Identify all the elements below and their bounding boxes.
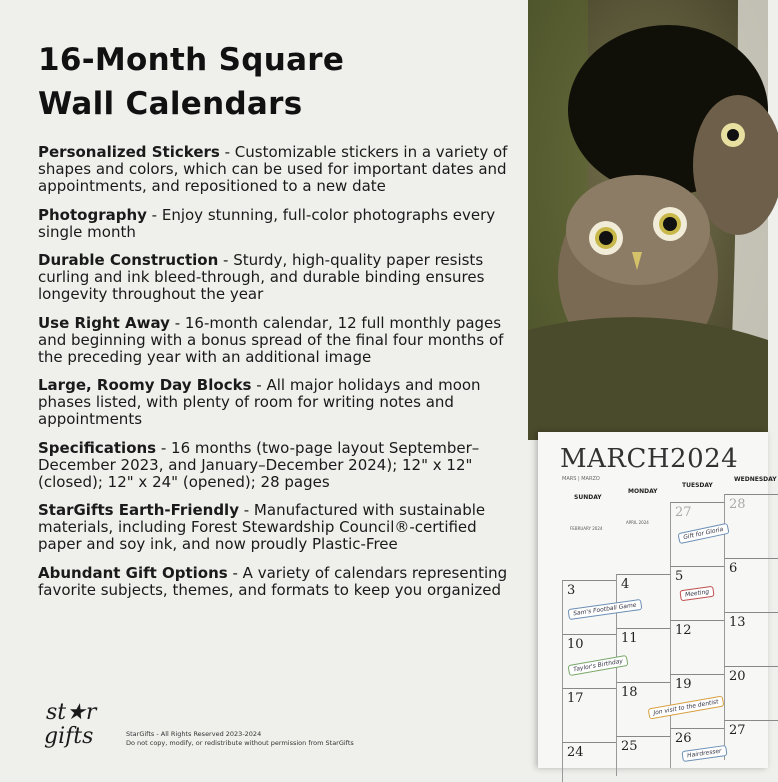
feature-item: [38, 565, 508, 599]
day-cell-13: 13: [724, 612, 778, 666]
owl-front-pupil-left: [599, 231, 613, 245]
day-cell-12: 12: [670, 620, 724, 674]
feature-item: [38, 502, 508, 553]
day-cell-26: 26: [670, 728, 724, 768]
day-cell-28-prev: 28: [724, 494, 778, 558]
calendar-month: MARCH: [560, 444, 671, 474]
feature-heading: Abundant Gift Options: [38, 563, 228, 582]
day-header-tuesday: TUESDAY: [682, 482, 713, 489]
feature-item: [38, 252, 508, 303]
day-cell-5: 5: [670, 566, 724, 620]
feature-text: - Sturdy, high-quality paper resists curling and ink bleed-through, and durable binding ensures longevity throughout the year: [38, 251, 485, 303]
day-cell-20: 20: [724, 666, 778, 720]
feature-heading: Specifications: [38, 438, 157, 457]
title-line-2: Wall Calendars: [38, 86, 303, 122]
copyright-notice: [126, 730, 354, 748]
copyright-line-1: StarGifts - All Rights Reserved 2023-2024: [126, 730, 262, 738]
feature-item: [38, 144, 508, 195]
owl-photo: [528, 0, 768, 440]
feature-text: - All major holidays and moon phases listed, with plenty of room for writing notes and appointments: [38, 376, 481, 428]
feature-item: [38, 315, 508, 366]
feature-text: - 16-month calendar, 12 full monthly pages and beginning with a bonus spread of the final four months of the preceding year with an additional image: [38, 313, 504, 366]
feature-text: - 16 months (two-page layout September–December 2023, and January–December 2024); 12" x 12" (closed); 12" x 24" (opened); 28 pages: [38, 438, 480, 491]
owl-illustration: [528, 0, 768, 440]
feature-heading: Use Right Away: [38, 313, 170, 332]
day-cell-10: 10: [562, 634, 616, 688]
sticker-meeting: Meeting: [679, 586, 714, 602]
day-cell-27: 27: [724, 720, 778, 760]
feature-heading: Large, Roomy Day Blocks: [38, 376, 252, 394]
day-header-wednesday: WEDNESDAY: [734, 476, 777, 483]
feature-heading: Durable Construction: [38, 251, 219, 269]
owl-front-pupil-right: [663, 217, 677, 231]
stargifts-logo: [40, 700, 112, 760]
title-line-1: 16-Month Square: [38, 42, 345, 78]
feature-heading: Photography: [38, 205, 147, 224]
day-header-sunday: SUNDAY: [574, 494, 602, 501]
march-calendar-page: [538, 432, 777, 768]
calendar-month-translation: MARS | MARZO: [562, 476, 600, 482]
day-cell-27-prev: 27: [670, 502, 724, 566]
product-description: [38, 38, 508, 610]
mini-calendar-april: APRIL 2024: [626, 520, 649, 525]
page-title: [38, 38, 508, 126]
feature-heading: Personalized Stickers: [38, 143, 220, 161]
logo-line-2: gifts: [44, 724, 94, 749]
feature-text: - Manufactured with sustainable materials, including Forest Stewardship Council®-certified paper and soy ink, and now proudly Plastic-Free: [38, 501, 486, 553]
day-cell-17: 17: [562, 688, 616, 742]
owl-back-pupil: [727, 129, 739, 141]
day-header-monday: MONDAY: [628, 488, 658, 495]
feature-item: [38, 377, 508, 428]
day-cell-6: 6: [724, 558, 778, 612]
feature-text: - Customizable stickers in a variety of shapes and colors, which can be used for important dates and appointments, and repositioned to a new date: [38, 143, 508, 195]
day-cell-4: 4: [616, 574, 670, 628]
day-cell-18: 18: [616, 682, 670, 736]
feature-list: [38, 144, 508, 599]
feature-heading: StarGifts Earth-Friendly: [38, 501, 239, 519]
sticker-dentist: Jon visit to the dentist: [648, 695, 725, 719]
feature-text: - Enjoy stunning, full-color photographs every single month: [38, 205, 496, 241]
calendar-month-title: [560, 444, 738, 474]
day-cell-19: 19: [670, 674, 724, 728]
owl-front-head: [566, 175, 710, 285]
day-cell-3: 3: [562, 580, 616, 634]
tree-trunk-bottom: [528, 317, 768, 440]
feature-text: - A variety of calendars representing favorite subjects, themes, and formats to keep you organized: [38, 563, 508, 599]
day-cell-25: 25: [616, 736, 670, 776]
feature-item: [38, 207, 508, 241]
sticker-gift: Gift for Gloria: [677, 523, 729, 544]
mini-calendar-february: FEBRUARY 2024: [570, 526, 603, 531]
logo-line-1: st★r: [46, 700, 97, 725]
feature-item: [38, 440, 508, 491]
copyright-line-2: Do not copy, modify, or redistribute without permission from StarGifts: [126, 739, 354, 747]
sticker-football: Sam's Football Game: [568, 599, 643, 620]
day-cell-11: 11: [616, 628, 670, 682]
footer: [40, 700, 440, 760]
sticker-hairdresser: Hairdresser: [681, 745, 727, 762]
day-cell-24: 24: [562, 742, 616, 782]
sticker-birthday: Taylor's Birthday: [568, 655, 629, 676]
calendar-year: 2024: [670, 444, 739, 474]
